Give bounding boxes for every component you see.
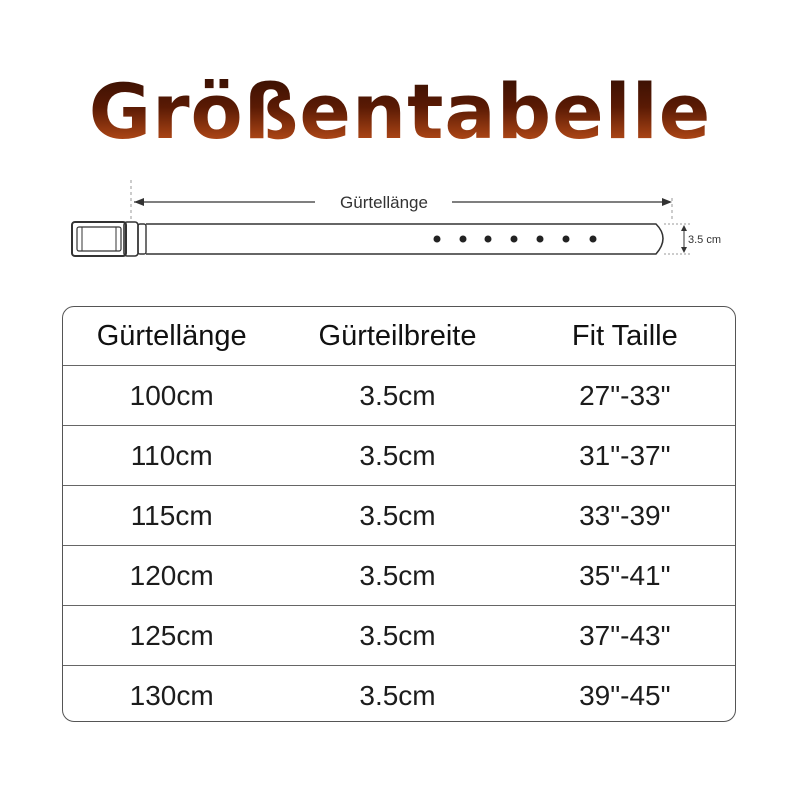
- cell-width: 3.5cm: [359, 559, 436, 591]
- length-arrowhead-right: [662, 198, 672, 206]
- width-arrowhead-bottom: [681, 247, 687, 253]
- cell-length: 125cm: [129, 619, 214, 651]
- cell-width: 3.5cm: [359, 379, 436, 411]
- cell-width: 3.5cm: [359, 439, 436, 471]
- header-belt-length: Gürtellänge: [96, 319, 247, 352]
- belt-hole: [511, 236, 518, 243]
- table-row: [63, 545, 735, 605]
- cell-length: 110cm: [130, 439, 213, 471]
- table-header-row: [63, 307, 735, 365]
- width-label: 3.5 cm: [688, 234, 722, 246]
- cell-waist: 27"-33": [579, 379, 671, 411]
- header-fit-waist: Fit Taille: [571, 319, 678, 352]
- table-row: [63, 665, 735, 722]
- belt-hole: [434, 236, 441, 243]
- length-label: Gürtellänge: [340, 193, 428, 212]
- cell-waist: 37"-43": [579, 619, 671, 651]
- belt-diagram: [0, 170, 800, 280]
- cell-length: 100cm: [129, 379, 214, 411]
- cell-waist: 39"-45": [579, 679, 671, 711]
- belt-holes: [434, 236, 597, 243]
- cell-waist: 35"-41": [579, 559, 671, 591]
- page-title: Größentabelle: [0, 62, 800, 162]
- cell-width: 3.5cm: [359, 679, 436, 711]
- belt-hole: [460, 236, 467, 243]
- table-row: [63, 365, 735, 425]
- table-row: [63, 485, 735, 545]
- belt-hole: [537, 236, 544, 243]
- header-belt-width: Gürteilbreite: [318, 319, 477, 352]
- buckle-icon: [72, 222, 146, 256]
- cell-width: 3.5cm: [359, 499, 436, 531]
- table-row: [63, 425, 735, 485]
- size-table: [62, 306, 736, 722]
- belt-hole: [485, 236, 492, 243]
- cell-waist: 31"-37": [579, 439, 671, 471]
- belt-hole: [563, 236, 570, 243]
- cell-width: 3.5cm: [359, 619, 436, 651]
- cell-length: 130cm: [129, 679, 214, 711]
- length-arrowhead-left: [134, 198, 144, 206]
- belt-strap: [146, 224, 663, 254]
- table-row: [63, 605, 735, 665]
- cell-length: 115cm: [130, 499, 213, 531]
- cell-length: 120cm: [129, 559, 214, 591]
- cell-waist: 33"-39": [579, 499, 671, 531]
- width-arrowhead-top: [681, 225, 687, 231]
- belt-hole: [590, 236, 597, 243]
